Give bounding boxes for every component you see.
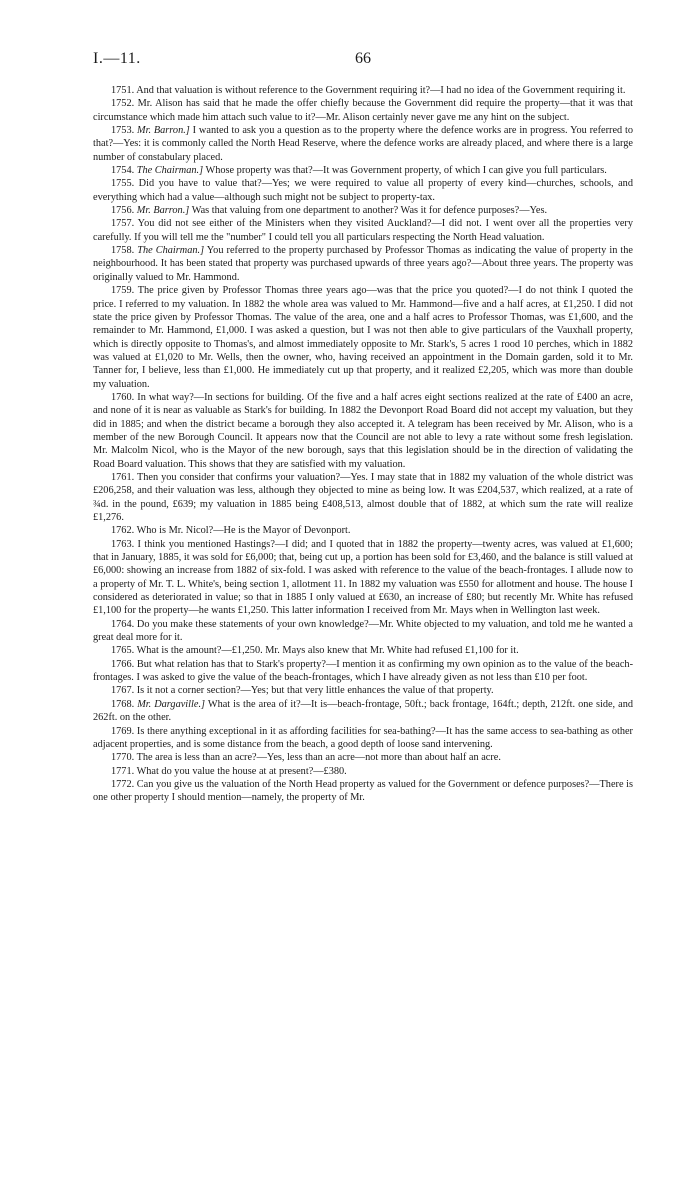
question-number: 1768.	[111, 698, 135, 710]
question-paragraph	[93, 84, 633, 97]
question-paragraph	[93, 618, 633, 645]
question-text: I wanted to ask you a question as to the property where the defence works are in progress. You referred to that?—Yes: it is commonly called the North Head Reserve, where the defence works are already placed, and where there is a large number of constabulary placed.	[93, 125, 634, 163]
speaker-label: Mr. Barron.]	[137, 125, 190, 137]
question-text: In what way?—In sections for building. Of the five and a half acres eight sections realized at the rate of £400 an acre, and none of it is near as valuable as Stark's for building. In 1882 the Devonport Road Board did not accept my valuation, but they did in 1885; and when the district became a borough they also accepted it. A telegram has been received by Mr. Alison, who is a member of the new Borough Council. It appears now that the Council are not able to levy a rate without some fresh legislation. Mr. Malcolm Nicol, who is the Mayor of the new borough, says that this legislation should be in the direction of validating the Road Board valuation. This shows that they are satisfied with my valuation.	[93, 391, 633, 470]
question-number: 1770.	[111, 752, 135, 764]
question-paragraph	[93, 698, 633, 725]
question-number: 1771.	[111, 765, 135, 777]
question-text: Do you make these statements of your own knowledge?—Mr. White objected to my valuation, and told me he wanted a great deal more for it.	[93, 618, 633, 644]
question-paragraph	[93, 684, 633, 697]
question-text: Is it not a corner section?—Yes; but that very little enhances the value of that property.	[136, 685, 494, 697]
question-paragraph	[93, 177, 633, 204]
question-paragraph	[93, 644, 633, 657]
question-number: 1769.	[111, 725, 135, 737]
question-number: 1754.	[111, 165, 135, 177]
question-number: 1767.	[111, 685, 135, 697]
question-number: 1761.	[111, 471, 135, 483]
question-text: I think you mentioned Hastings?—I did; and I quoted that in 1882 the property—twenty acres, was valued at £1,600; that in January, 1885, it was sold for £6,000; that, being cut up, a portion has been sold for £3,460, and the balance is still valued at £6,000: showing an increase from 1882 of six-fold. I was asked with reference to the value of the beach-frontages. I allude now to a property of Mr. T. L. White's, being section 1, allotment 11. In 1882 my valuation was £550 for allotment and house. The house I considered as deteriorated in value; so that in 1885 I only valued at £630, an increase of £80; but recently Mr. White has refused £1,100 for the property—he wants £1,250. This latter information I received from Mr. Mays when in Wellington last week.	[93, 538, 634, 617]
question-paragraph	[93, 204, 633, 217]
question-paragraph	[93, 778, 633, 805]
question-number: 1756.	[111, 205, 135, 217]
question-paragraph	[93, 538, 633, 618]
question-number: 1764.	[111, 618, 135, 630]
question-paragraph	[93, 725, 633, 752]
question-paragraph	[93, 765, 633, 778]
question-text: Then you consider that confirms your valuation?—Yes. I may state that in 1882 my valuation of the whole district was £206,258, and their valuation was less, although they objected to mine as being low. It was £204,537, which realized, at a rate of ¾d. in the pound, £639; my valuation in 1885 being £408,513, almost double that of 1882, at which sum the rate will realize £1,276.	[93, 471, 634, 523]
question-text: What is the area of it?—It is—beach-frontage, 50ft.; back frontage, 164ft.; depth, 212ft. one side, and 262ft. on the other.	[93, 698, 633, 724]
question-text: And that valuation is without reference to the Government requiring it?—I had no idea of the Government requiring it.	[136, 85, 626, 96]
question-number: 1752.	[111, 98, 135, 110]
question-text: You referred to the property purchased by Professor Thomas as indicating the value of property in the neighbourhood. It has been stated that property was purchased upwards of three years ago?—About three years. The property was originally valued to Mr. Hammond.	[93, 245, 634, 283]
question-number: 1757.	[111, 218, 135, 230]
question-paragraph	[93, 124, 633, 164]
question-number: 1753.	[111, 125, 135, 137]
evidence-transcript	[93, 84, 633, 805]
question-number: 1755.	[111, 178, 135, 190]
question-paragraph	[93, 244, 633, 284]
question-text: What do you value the house at at present?—£380.	[136, 765, 347, 777]
question-paragraph	[93, 658, 633, 685]
question-paragraph	[93, 471, 633, 524]
question-text: Can you give us the valuation of the North Head property as valued for the Government or defence purposes?—There is one other property I should mention—namely, the property of Mr.	[93, 778, 634, 804]
speaker-label: Mr. Barron.]	[136, 205, 190, 217]
question-paragraph	[93, 524, 633, 537]
question-number: 1760.	[111, 391, 135, 403]
question-paragraph	[93, 284, 633, 391]
question-text: But what relation has that to Stark's property?—I mention it as confirming my own opinion as to the value of the beach-frontages. I was asked to give the value of the beach-frontages, which I have already given as not less than £10 per foot.	[93, 658, 634, 684]
page-header	[93, 50, 633, 72]
question-number: 1766.	[111, 658, 135, 670]
question-number: 1765.	[111, 645, 135, 657]
question-paragraph	[93, 164, 633, 177]
question-text: The price given by Professor Thomas three years ago—was that the price you quoted?—I do not think I quoted the price. I referred to my valuation. In 1882 the whole area was valued to Mr. Hammond—five and a half acres, at £1,250. I did not state the price given by Professor Thomas. The value of the area, one and a half acres to Professor Thomas, was £1,600, and the remainder to Mr. Hammond, £1,000. I was asked a question, but I was not then able to give particulars of the Vauxhall property, which is directly opposite to Thomas's, and almost immediately opposite to Mr. Stark's, 5 acres 1 rood 10 perches, which in 1882 was valued at £1,020 to Mr. Wells, then the owner, who, having received an appointment in the Domain garden, sold it to Mr. Tanner for, I believe, less than £1,000. He immediately cut up that property, and it realized £2,205, which was more than double my valuation.	[93, 285, 633, 390]
question-text: Did you have to value that?—Yes; we were required to value all property of every kind—churches, schools, and everything which had a value—although such might not be subject to property-tax.	[93, 178, 633, 203]
question-number: 1751.	[111, 85, 135, 96]
document-reference: I.—11.	[93, 50, 141, 67]
question-paragraph	[93, 751, 633, 764]
question-text: What is the amount?—£1,250. Mr. Mays also knew that Mr. White had refused £1,100 for it.	[136, 645, 519, 657]
question-text: The area is less than an acre?—Yes, less than an acre—not more than about half an acre.	[136, 752, 501, 764]
question-number: 1759.	[111, 285, 135, 297]
question-paragraph	[93, 97, 633, 124]
question-text: Mr. Alison has said that he made the offer chiefly because the Government did require the property—that it was that circumstance which made him attach such value to it?—Mr. Alison certainly never gave me any hint on the subject.	[93, 98, 633, 123]
question-text: Is there anything exceptional in it as affording facilities for sea-bathing?—It has the same access to sea-bathing as other adjacent properties, and is some distance from the beach, a good depth of loose sand intervening.	[93, 725, 633, 750]
question-text: You did not see either of the Ministers when they visited Auckland?—I did not. I went over all the properties very carefully. If you will tell me the "number" I could tell you all particulars respecting the North Head valuation.	[93, 218, 633, 243]
question-number: 1772.	[111, 778, 135, 790]
question-number: 1762.	[111, 525, 135, 537]
question-number: 1758.	[111, 245, 135, 257]
question-text: Whose property was that?—It was Government property, of which I can give you full particulars.	[205, 165, 607, 177]
question-text: Who is Mr. Nicol?—He is the Mayor of Devonport.	[136, 525, 351, 537]
question-number: 1763.	[111, 538, 135, 550]
speaker-label: Mr. Dargaville.]	[137, 698, 206, 710]
question-text: Was that valuing from one department to another? Was it for defence purposes?—Yes.	[191, 205, 548, 217]
speaker-label: The Chairman.]	[137, 245, 205, 257]
page-number: 66	[355, 50, 371, 67]
question-paragraph	[93, 391, 633, 471]
question-paragraph	[93, 217, 633, 244]
speaker-label: The Chairman.]	[136, 165, 204, 177]
